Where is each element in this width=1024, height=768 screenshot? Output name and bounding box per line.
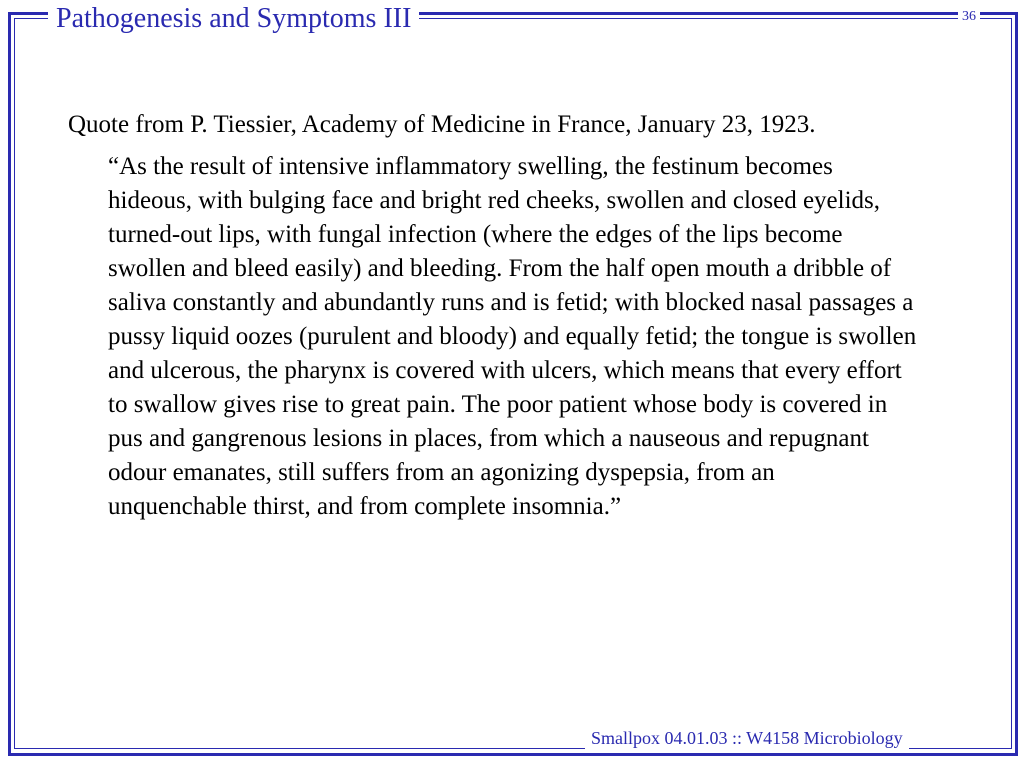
frame-right-inner <box>1011 18 1012 749</box>
frame-left-outer <box>8 12 11 756</box>
frame-right-outer <box>1015 12 1018 756</box>
slide-body <box>68 108 918 524</box>
slide-title: Pathogenesis and Symptoms III <box>48 2 419 36</box>
frame-bottom-outer <box>8 753 1018 756</box>
quote-source: Quote from P. Tiessier, Academy of Medicine in France, January 23, 1923. <box>68 111 816 138</box>
frame-left-inner <box>14 18 15 749</box>
page-number: 36 <box>958 8 980 26</box>
quote-text: “As the result of intensive inflammatory swelling, the festinum becomes hideous, with bulging face and bright red cheeks, swollen and closed eyelids, turned-out lips, with fungal infection (where the edges of the lips become swollen and bleed easily) and bleeding. From the half open mouth a dribble of saliva constantly and abundantly runs and is fetid; with blocked nasal passages a pussy liquid oozes (purulent and bloody) and equally fetid; the tongue is swollen and ulcerous, the pharynx is covered with ulcers, which means that every effort to swallow gives rise to great pain. The poor patient whose body is covered in pus and gangrenous lesions in places, from which a nauseous and repugnant odour emanates, still suffers from an agonizing dyspepsia, from an unquenchable thirst, and from complete insomnia.” <box>108 153 917 520</box>
slide-footer: Smallpox 04.01.03 :: W4158 Microbiology <box>585 726 909 750</box>
